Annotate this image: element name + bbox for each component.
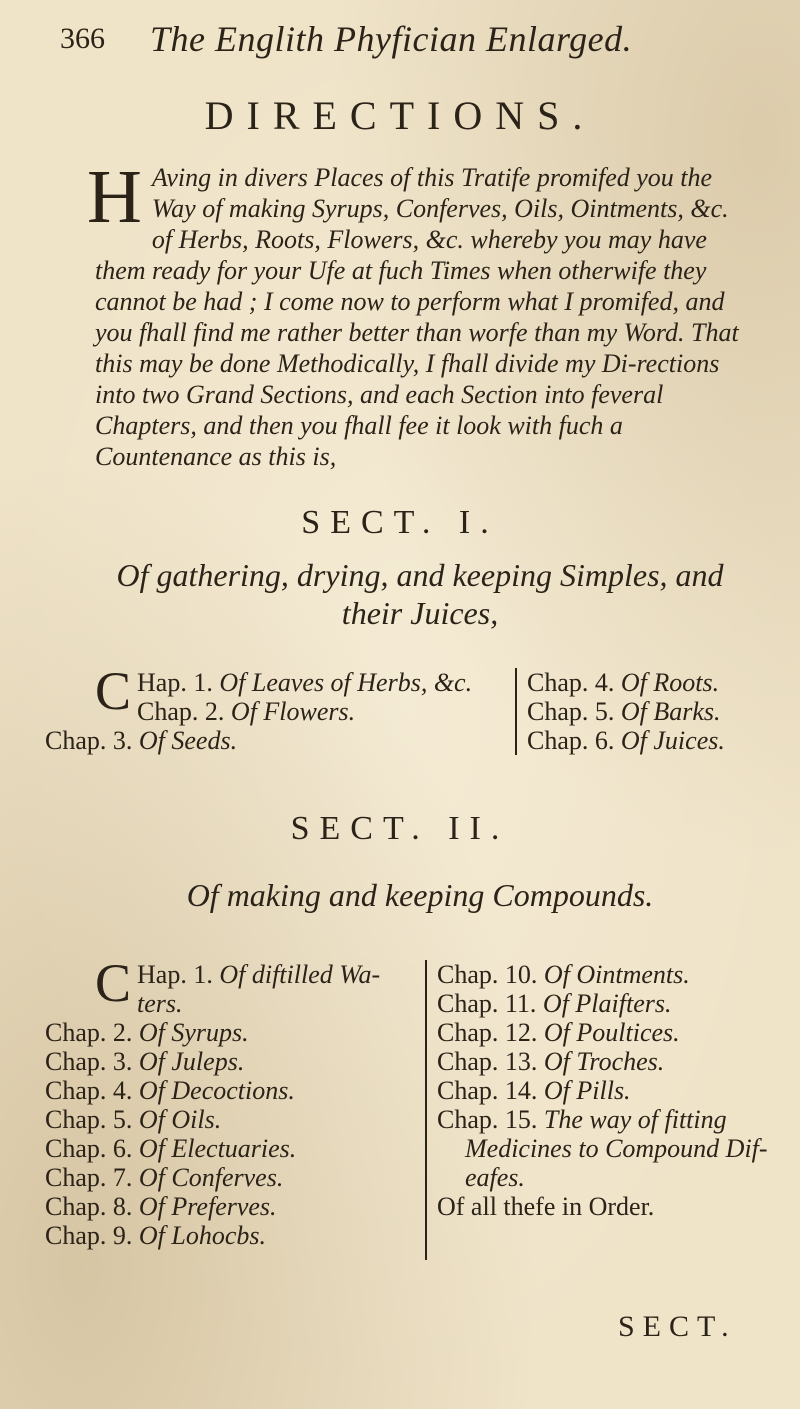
drop-cap: H <box>87 155 142 239</box>
chapter-number: Chap. 4. <box>45 1076 133 1105</box>
page-header <box>60 14 740 64</box>
chapter-number: Chap. 10. <box>437 960 538 989</box>
chapter-title: Of Conferves. <box>138 1163 284 1192</box>
chapter-number: Chap. 4. <box>527 668 615 697</box>
chapter-title: Of Preferves. <box>138 1192 277 1221</box>
chapter-title: Of Decoctions. <box>138 1076 295 1105</box>
chapter-title: Of diftilled Wa- <box>219 960 381 989</box>
chapter-title: Of Juleps. <box>138 1047 245 1076</box>
chapter-number: Chap. 5. <box>527 697 615 726</box>
chapter-number: Hap. 1. <box>137 668 213 697</box>
chapter-number: Chap. 5. <box>45 1105 133 1134</box>
chapter-title: The way of fitting <box>543 1105 727 1134</box>
chapter-title: Of Syrups. <box>138 1018 249 1047</box>
chapter-number: Chap. 8. <box>45 1192 133 1221</box>
chapter-number: Chap. 2. <box>45 1018 133 1047</box>
section-1-contents <box>45 661 785 768</box>
chapter-title-continued: Medicines to Compound Dif- <box>465 1134 768 1163</box>
chapter-number: Chap. 9. <box>45 1221 133 1250</box>
chapter-title: Of Electuaries. <box>138 1134 297 1163</box>
chapter-title: Of Troches. <box>543 1047 665 1076</box>
chapter-title: Of Poultices. <box>543 1018 680 1047</box>
chapter-number: Chap. 14. <box>437 1076 538 1105</box>
chapter-title: Of Barks. <box>620 697 721 726</box>
chapter-title: Of Lohocbs. <box>138 1221 267 1250</box>
intro-paragraph <box>87 155 755 472</box>
page-number: 366 <box>60 22 105 55</box>
chapter-number: Chap. 3. <box>45 726 133 755</box>
section-2-contents <box>45 953 785 1290</box>
section-1-left-column <box>45 661 473 755</box>
section-1-cap: C <box>95 661 132 721</box>
chapter-title-continued: eafes. <box>465 1163 525 1192</box>
chapter-title: Of Leaves of Herbs, &c. <box>219 668 473 697</box>
section-2-cap: C <box>95 953 132 1013</box>
chapter-title: Of Pills. <box>543 1076 631 1105</box>
section-1-right-column <box>515 668 725 755</box>
chapter-title-continued: ters. <box>137 989 183 1018</box>
chapter-number: Chap. 2. <box>137 697 225 726</box>
chapter-title: Of Juices. <box>620 726 725 755</box>
section-2-title: Of making and keeping Compounds. <box>186 877 654 913</box>
catchword: SECT. <box>618 1310 737 1343</box>
chapter-number: Chap. 6. <box>527 726 615 755</box>
chapter-number: Chap. 6. <box>45 1134 133 1163</box>
chapter-number: Chap. 13. <box>437 1047 538 1076</box>
chapter-number: Chap. 3. <box>45 1047 133 1076</box>
chapter-title: Of Ointments. <box>543 960 690 989</box>
chapter-title: Of Oils. <box>138 1105 222 1134</box>
chapter-title: Of Flowers. <box>230 697 356 726</box>
chapter-title-final: Of all thefe in Order. <box>437 1192 655 1221</box>
chapter-number: Chap. 11. <box>437 989 537 1018</box>
running-head: The Englith Phyfician Enlarged. <box>150 19 633 59</box>
intro-text: Aving in divers Places of this Tratife promifed you the Way of making Syrups, Conferves, Oils, Ointments, &c. of Herbs, Roots, Flowers, &c. whereby you may have them ready for your Ufe at fuch Times when otherwife they cannot be had ; I come now to perform what I promifed, and you fhall find me rather better than worfe than my Word. That this may be done Methodically, I fhall divide my Di-rections into two Grand Sections, and each Section into feveral Chapters, and then you fhall fee it look with fuch a Countenance as this is, <box>95 163 739 471</box>
section-1-heading: SECT. I. <box>301 504 499 541</box>
chapter-number: Chap. 12. <box>437 1018 538 1047</box>
chapter-number: Hap. 1. <box>137 960 213 989</box>
chapter-title: Of Plaifters. <box>542 989 672 1018</box>
section-2-left-column <box>45 953 381 1250</box>
directions-title: DIRECTIONS. <box>204 93 596 138</box>
section-2-heading: SECT. II. <box>290 810 510 847</box>
chapter-number: Chap. 7. <box>45 1163 133 1192</box>
section-2-right-column <box>425 960 768 1260</box>
chapter-title: Of Seeds. <box>138 726 238 755</box>
chapter-title: Of Roots. <box>620 668 720 697</box>
chapter-number: Chap. 15. <box>437 1105 538 1134</box>
section-1-title: Of gathering, drying, and keeping Simples, and their Juices, <box>116 557 724 631</box>
